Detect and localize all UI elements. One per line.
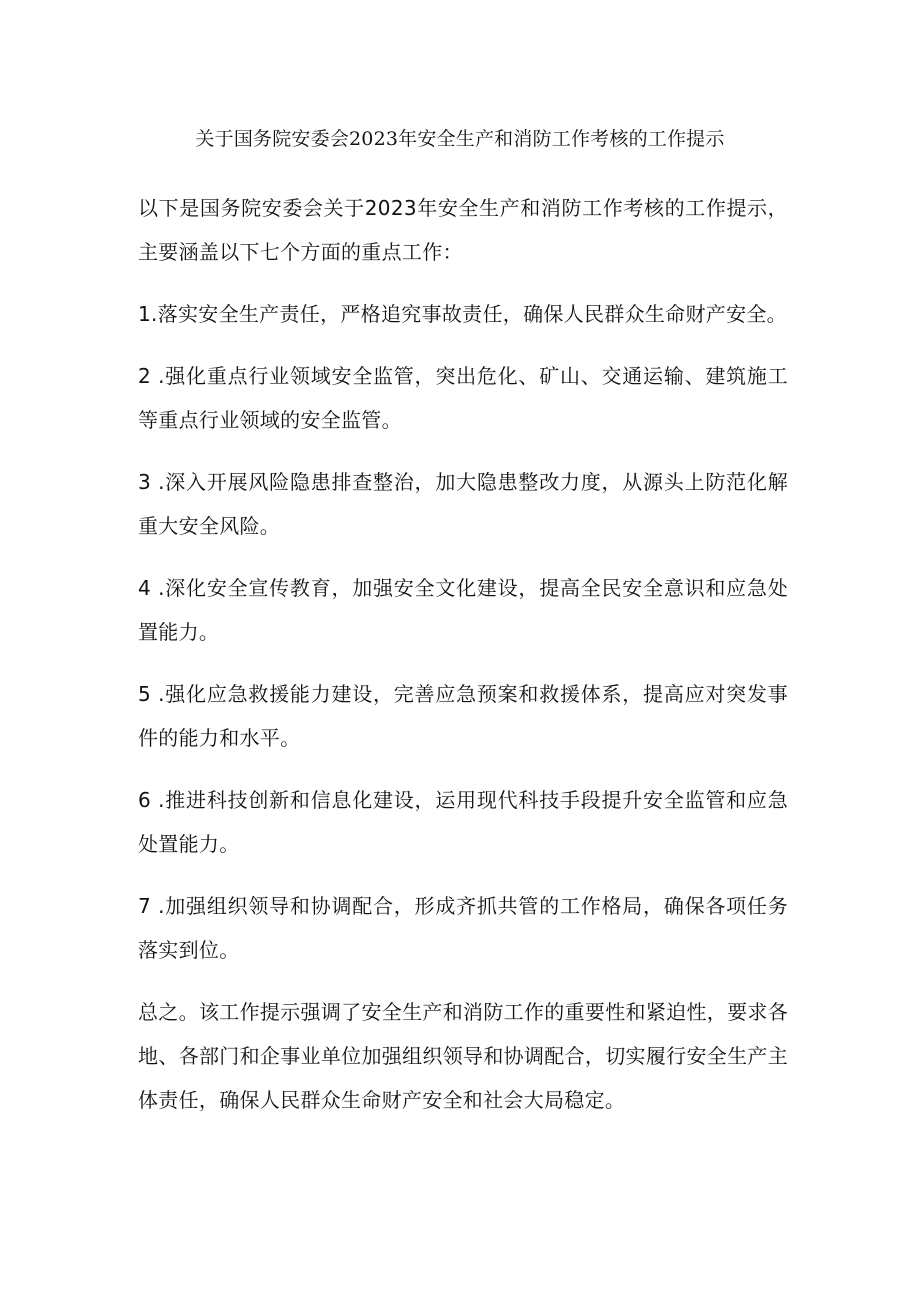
item-text: 强化应急救援能力建设，完善应急预案和救援体系，提高应对突发事件的能力和水平。	[138, 682, 788, 750]
item-text: 推进科技创新和信息化建设，运用现代科技手段提升安全监管和应急处置能力。	[138, 788, 788, 856]
item-number: 1.	[138, 302, 158, 326]
list-item	[138, 566, 788, 654]
intro-paragraph: 以下是国务院安委会关于2023年安全生产和消防工作考核的工作提示，主要涵盖以下七个方面的重点工作：	[138, 196, 788, 264]
list-item	[138, 460, 788, 548]
item-text: 强化重点行业领域安全监管，突出危化、矿山、交通运输、建筑施工等重点行业领域的安全监管。	[138, 364, 788, 432]
list-item	[138, 884, 788, 972]
item-number: 7 .	[138, 894, 165, 918]
item-text: 深化安全宣传教育，加强安全文化建设，提高全民安全意识和应急处置能力。	[138, 576, 788, 644]
document-body	[138, 186, 788, 1140]
item-text: 加强组织领导和协调配合，形成齐抓共管的工作格局，确保各项任务落实到位。	[138, 894, 788, 962]
item-number: 4 .	[138, 576, 165, 600]
document-title: 关于国务院安委会2023年安全生产和消防工作考核的工作提示	[195, 128, 725, 150]
conclusion-paragraph: 总之。该工作提示强调了安全生产和消防工作的重要性和紧迫性，要求各地、各部门和企事业单位加强组织领导和协调配合，切实履行安全生产主体责任，确保人民群众生命财产安全和社会大局稳定。	[138, 1000, 788, 1112]
item-number: 2 .	[138, 364, 165, 388]
item-number: 6 .	[138, 788, 165, 812]
item-number: 3 .	[138, 470, 165, 494]
list-item	[138, 778, 788, 866]
item-text: 落实安全生产责任，严格追究事故责任，确保人民群众生命财产安全。	[157, 302, 787, 326]
list-item	[138, 292, 788, 336]
list-item	[138, 354, 788, 442]
item-number: 5 .	[138, 682, 165, 706]
list-item	[138, 672, 788, 760]
item-text: 深入开展风险隐患排查整治，加大隐患整改力度，从源头上防范化解重大安全风险。	[138, 470, 788, 538]
